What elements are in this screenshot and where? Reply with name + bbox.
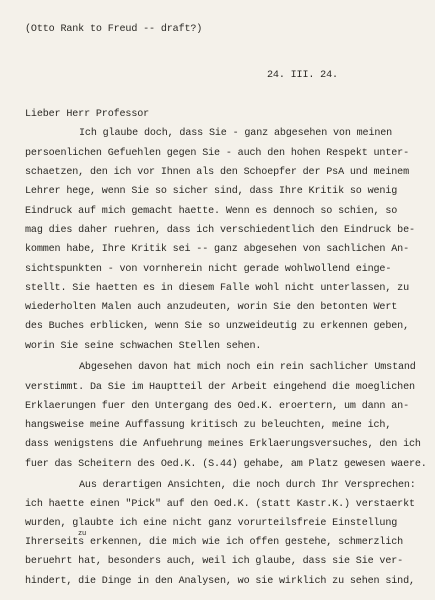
header-note: (Otto Rank to Freud -- draft?) — [25, 24, 203, 35]
paragraph-1-line: mag dies daher ruehren, dass ich verschiedentlich den Eindruck be- — [25, 225, 415, 236]
paragraph-3-line: Aus derartigen Ansichten, die noch durch Ihr Versprechen: — [79, 480, 416, 491]
paragraph-1-line: worin Sie seine schwachen Stellen sehen. — [25, 341, 262, 352]
paragraph-3-line: ich haette einen "Pick" auf den Oed.K. (statt Kastr.K.) verstaerkt — [25, 499, 415, 510]
paragraph-1-line: persoenlichen Gefuehlen gegen Sie - auch den hohen Respekt unter- — [25, 148, 409, 159]
paragraph-3-line: beruehrt hat, besonders auch, weil ich glaube, dass sie Sie ver- — [25, 556, 404, 567]
paragraph-2-line: Erklaerungen fuer den Untergang des Oed.K. eroertern, um dann an- — [25, 401, 409, 412]
paragraph-1-line: schaetzen, den ich vor Ihnen als den Schoepfer der PsA und meinem — [25, 167, 409, 178]
interlinear-insert: zu — [78, 530, 87, 538]
paragraph-1-line: sichtspunkten - von vornherein nicht gerade wohlwollend einge- — [25, 264, 392, 275]
paragraph-1-line: Lehrer hege, wenn Sie so sicher sind, dass Ihre Kritik so wenig — [25, 186, 398, 197]
salutation: Lieber Herr Professor — [25, 109, 150, 120]
paragraph-1-line: wiederholten Malen auch anzudeuten, worin Sie den betonten Wert — [25, 302, 398, 313]
paragraph-2-line: dass wenigstens die Anfuehrung meines Erklaerungsversuches, den ich — [25, 439, 421, 450]
paragraph-1-line: des Buches erblicken, wenn Sie so unzweideutig zu erkennen geben, — [25, 321, 409, 332]
paragraph-1-line: stellt. Sie haetten es in diesem Falle wohl nicht unterlassen, zu — [25, 283, 409, 294]
paragraph-2-line: hangsweise meine Auffassung kritisch zu beleuchten, meine ich, — [25, 420, 392, 431]
paragraph-1-line: Eindruck auf mich gemacht haette. Wenn es dennoch so schien, so — [25, 206, 398, 217]
paragraph-3-line: wurden, glaubte ich eine nicht ganz vorurteilsfreie Einstellung — [25, 518, 398, 529]
paragraph-2-line: fuer das Scheitern des Oed.K. (S.44) gehabe, am Platz gewesen waere. — [25, 459, 427, 470]
paragraph-3-line: hindert, die Dinge in den Analysen, wo sie wirklich zu sehen sind, — [25, 576, 415, 587]
paragraph-2-line: Abgesehen davon hat mich noch ein rein sachlicher Umstand — [79, 362, 416, 373]
paragraph-2-line: verstimmt. Da Sie im Hauptteil der Arbeit eingehend die moeglichen — [25, 382, 415, 393]
paragraph-1-line: kommen habe, Ihre Kritik sei -- ganz abgesehen von sachlichen An- — [25, 244, 409, 255]
paragraph-1-line: Ich glaube doch, dass Sie - ganz abgesehen von meinen — [79, 128, 393, 139]
paragraph-3-line: Ihrerseits erkennen, die mich wie ich offen gestehe, schmerzlich — [25, 537, 404, 548]
letter-date: 24. III. 24. — [267, 70, 338, 81]
